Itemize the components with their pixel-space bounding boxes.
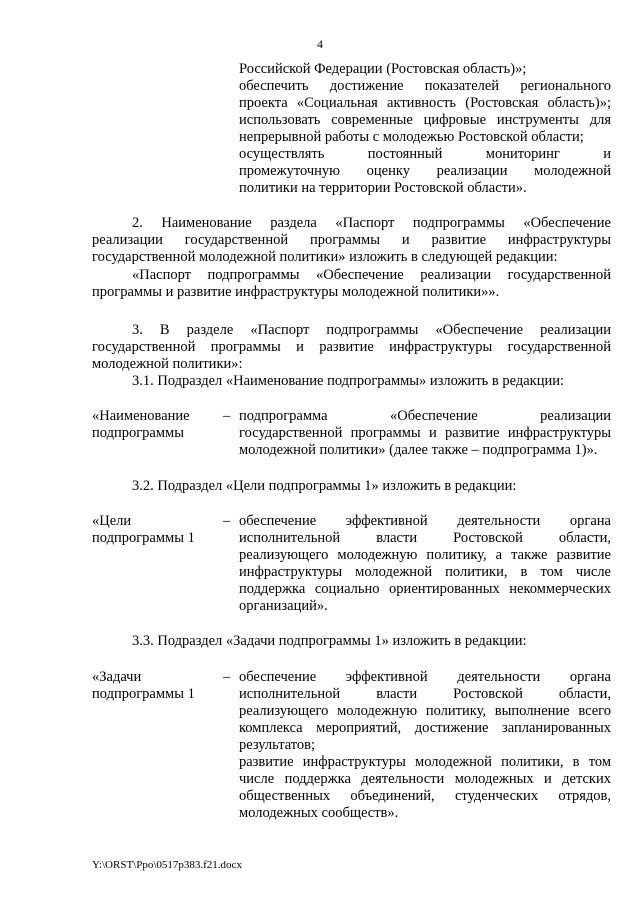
definition-line: развитие инфраструктуры молодежной политики, в том <box>239 754 611 770</box>
definition-line: обеспечение эффективной деятельности органа <box>239 513 611 529</box>
definition-line: исполнительной власти Ростовской области, <box>239 530 611 546</box>
intro-line: использовать современные цифровые инструменты для <box>239 112 611 128</box>
definition-line: подпрограмма «Обеспечение реализации <box>239 408 611 424</box>
definition-line: результатов; <box>239 737 316 753</box>
definition-line: реализующего молодежную политику, выполнение всего <box>239 703 611 719</box>
paragraph-line: 3. В разделе «Паспорт подпрограммы «Обеспечение реализации <box>132 322 611 338</box>
definition-line: обеспечение эффективной деятельности органа <box>239 669 611 685</box>
intro-line: Российской Федерации (Ростовская область)»; <box>239 61 527 77</box>
term-label: подпрограммы 1 <box>92 686 195 702</box>
intro-line: политики на территории Ростовской области». <box>239 180 527 196</box>
definition-line: инфраструктуры молодежной политики, в том числе <box>239 564 611 580</box>
definition-line: исполнительной власти Ростовской области, <box>239 686 611 702</box>
definition-line: государственной программы и развитие инфраструктуры <box>239 425 611 441</box>
intro-line: осуществлять постоянный мониторинг и <box>239 146 611 162</box>
definition-line: организаций». <box>239 598 328 614</box>
term-label: «Цели <box>92 513 132 529</box>
definition-line: поддержка социально ориентированных некоммерческих <box>239 581 611 597</box>
definition-line: молодежных сообществ». <box>239 805 399 821</box>
subsection-heading: 3.3. Подраздел «Задачи подпрограммы 1» изложить в редакции: <box>132 633 527 649</box>
dash: – <box>223 669 231 685</box>
intro-line: непрерывной работы с молодежью Ростовской области; <box>239 129 584 145</box>
page-number: 4 <box>317 37 323 51</box>
dash: – <box>223 513 231 529</box>
term-label: «Задачи <box>92 669 142 685</box>
definition-line: числе поддержка деятельности молодежных и детских <box>239 771 611 787</box>
definition-line: общественных объединений, студенческих отрядов, <box>239 788 611 804</box>
paragraph-line: государственной молодежной политики» изложить в следующей редакции: <box>92 249 558 265</box>
definition-line: молодежной политики» (далее также – подпрограмма 1)». <box>239 442 598 458</box>
paragraph-line: реализации государственной программы и развитие инфраструктуры <box>92 232 611 248</box>
paragraph-line: 2. Наименование раздела «Паспорт подпрограммы «Обеспечение <box>132 215 611 231</box>
intro-line: обеспечить достижение показателей регионального <box>239 78 611 94</box>
paragraph-line: программы и развитие инфраструктуры молодежной политики»». <box>92 284 500 300</box>
paragraph-line: «Паспорт подпрограммы «Обеспечение реализации государственной <box>132 267 611 283</box>
dash: – <box>223 408 231 424</box>
subsection-heading: 3.2. Подраздел «Цели подпрограммы 1» изложить в редакции: <box>132 478 517 494</box>
term-label: «Наименование <box>92 408 190 424</box>
definition-line: комплекса мероприятий, достижение запланированных <box>239 720 611 736</box>
paragraph-line: государственной программы и развитие инфраструктуры государственной <box>92 339 611 355</box>
footer-file-path: Y:\ORST\Ppo\0517p383.f21.docx <box>92 859 242 871</box>
term-label: подпрограммы <box>92 425 184 441</box>
term-label: подпрограммы 1 <box>92 530 195 546</box>
subsection-heading: 3.1. Подраздел «Наименование подпрограммы» изложить в редакции: <box>132 373 565 389</box>
definition-line: реализующего молодежную политику, а также развитие <box>239 547 611 563</box>
intro-line: промежуточную оценку реализации молодежной <box>239 163 611 179</box>
intro-line: проекта «Социальная активность (Ростовская область)»; <box>239 95 611 111</box>
paragraph-line: молодежной политики»: <box>92 356 243 372</box>
